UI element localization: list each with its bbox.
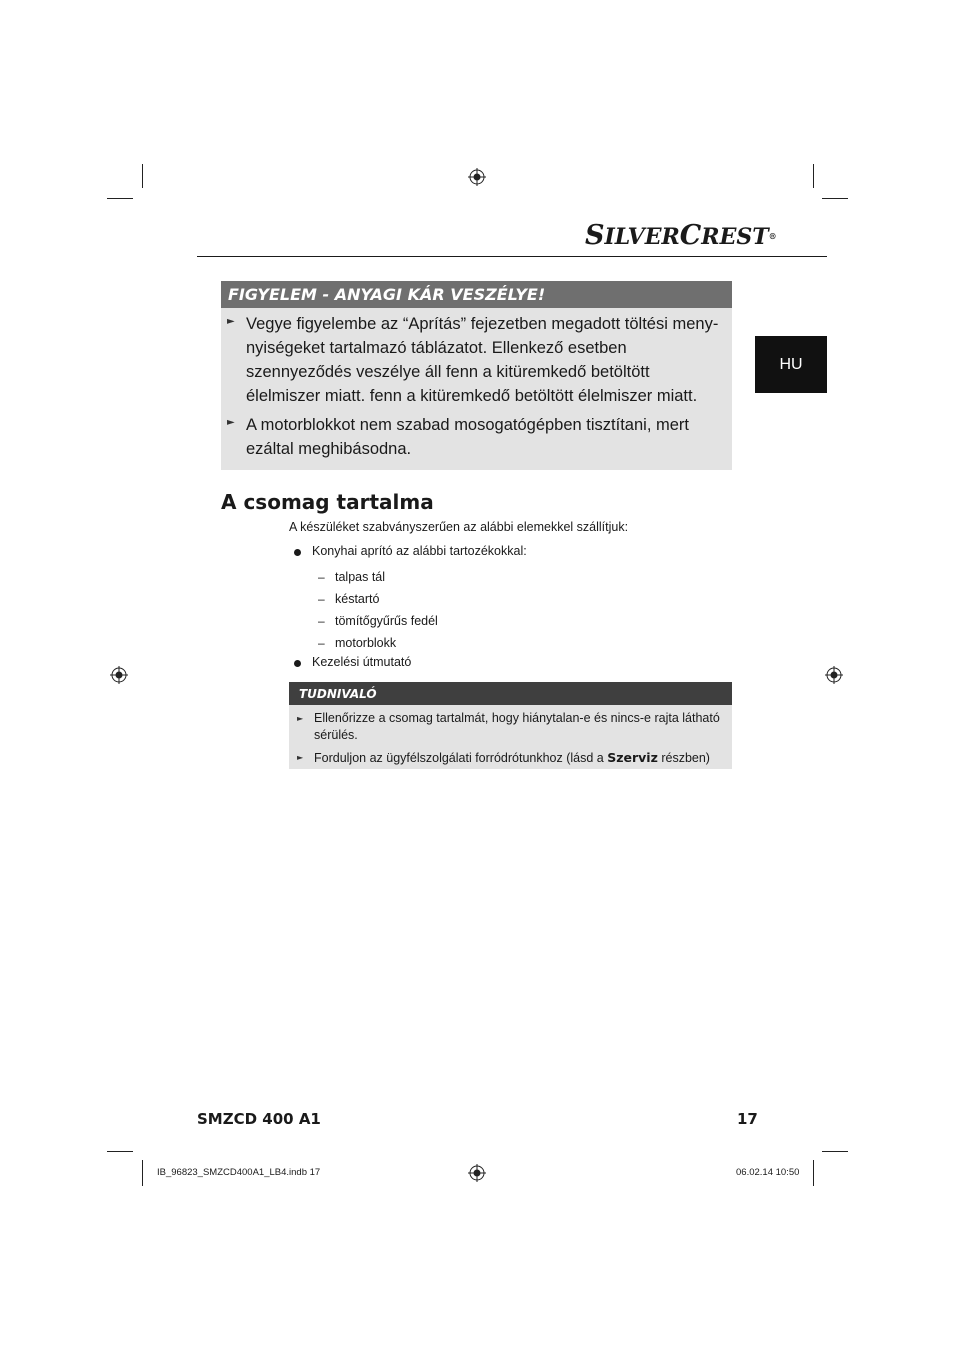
dash-icon: – <box>318 636 325 650</box>
print-slug-date: 06.02.14 10:50 <box>736 1167 800 1178</box>
note-box <box>289 682 732 769</box>
triangle-right-icon: ► <box>297 714 304 723</box>
service-reference: Szerviz <box>607 750 658 765</box>
note-title: TUDNIVALÓ <box>289 682 732 705</box>
dash-icon: – <box>318 614 325 628</box>
note-item-text: Ellenőrizze a csomag tartalmát, hogy hiánytalan-e és nincs-e rajta látható sérülés. <box>314 711 720 742</box>
registration-mark-icon <box>110 666 128 684</box>
language-tab <box>755 336 827 393</box>
header-rule <box>197 256 827 257</box>
sub-list-item: tömítőgyűrűs fedél <box>335 614 438 628</box>
registration-mark-icon <box>825 666 843 684</box>
triangle-right-icon: ► <box>297 753 304 762</box>
brand-logo: SILVERCREST® <box>585 220 777 251</box>
crop-mark <box>822 198 848 199</box>
crop-mark <box>142 164 143 188</box>
note-item-text: Forduljon az ügyfélszolgálati forródrótunkhoz (lásd a Szerviz részben) <box>314 750 710 765</box>
warning-title: FIGYELEM - ANYAGI KÁR VESZÉLYE! <box>221 281 732 308</box>
section-intro: A készüléket szabványszerűen az alábbi elemekkel szállítjuk: <box>289 520 629 534</box>
dash-icon: – <box>318 570 325 584</box>
dash-icon: – <box>318 592 325 606</box>
warning-item-text: A motorblokkot nem szabad mosogatógépben tisztítani, mert ezáltal meghibásodna. <box>246 416 689 458</box>
crop-mark <box>107 1151 133 1152</box>
crop-mark <box>813 164 814 188</box>
list-item: Konyhai aprító az alábbi tartozékokkal: <box>312 544 527 558</box>
sub-list-item: motorblokk <box>335 636 397 650</box>
bullet-icon <box>294 660 301 667</box>
list-item: Kezelési útmutató <box>312 655 412 669</box>
triangle-right-icon: ► <box>227 417 235 428</box>
crop-mark <box>822 1151 848 1152</box>
crop-mark <box>813 1160 814 1186</box>
section-title: A csomag tartalma <box>221 490 434 514</box>
crop-mark <box>107 198 133 199</box>
model-number: SMZCD 400 A1 <box>197 1110 321 1128</box>
registration-mark-icon <box>468 168 486 186</box>
bullet-icon <box>294 549 301 556</box>
warning-box <box>221 281 732 470</box>
crop-mark <box>142 1160 143 1186</box>
page-number: 17 <box>737 1110 758 1128</box>
print-slug-file: IB_96823_SMZCD400A1_LB4.indb 17 <box>157 1167 321 1178</box>
sub-list-item: talpas tál <box>335 570 386 584</box>
registration-mark-icon <box>468 1164 486 1182</box>
triangle-right-icon: ► <box>227 316 235 327</box>
language-tab-label: HU <box>779 355 803 373</box>
sub-list-item: késtartó <box>335 592 380 606</box>
warning-item-text: Vegye figyelembe az “Aprítás” fejezetben megadott töltési meny-nyiségeket tartalmazó táblázatot. Ellenkező esetben szennyeződés veszélye áll fenn a kitüremkedő betöltött élelmiszer miatt. fenn a kitüremkedő betöltött élelmiszer miatt. <box>246 315 719 405</box>
